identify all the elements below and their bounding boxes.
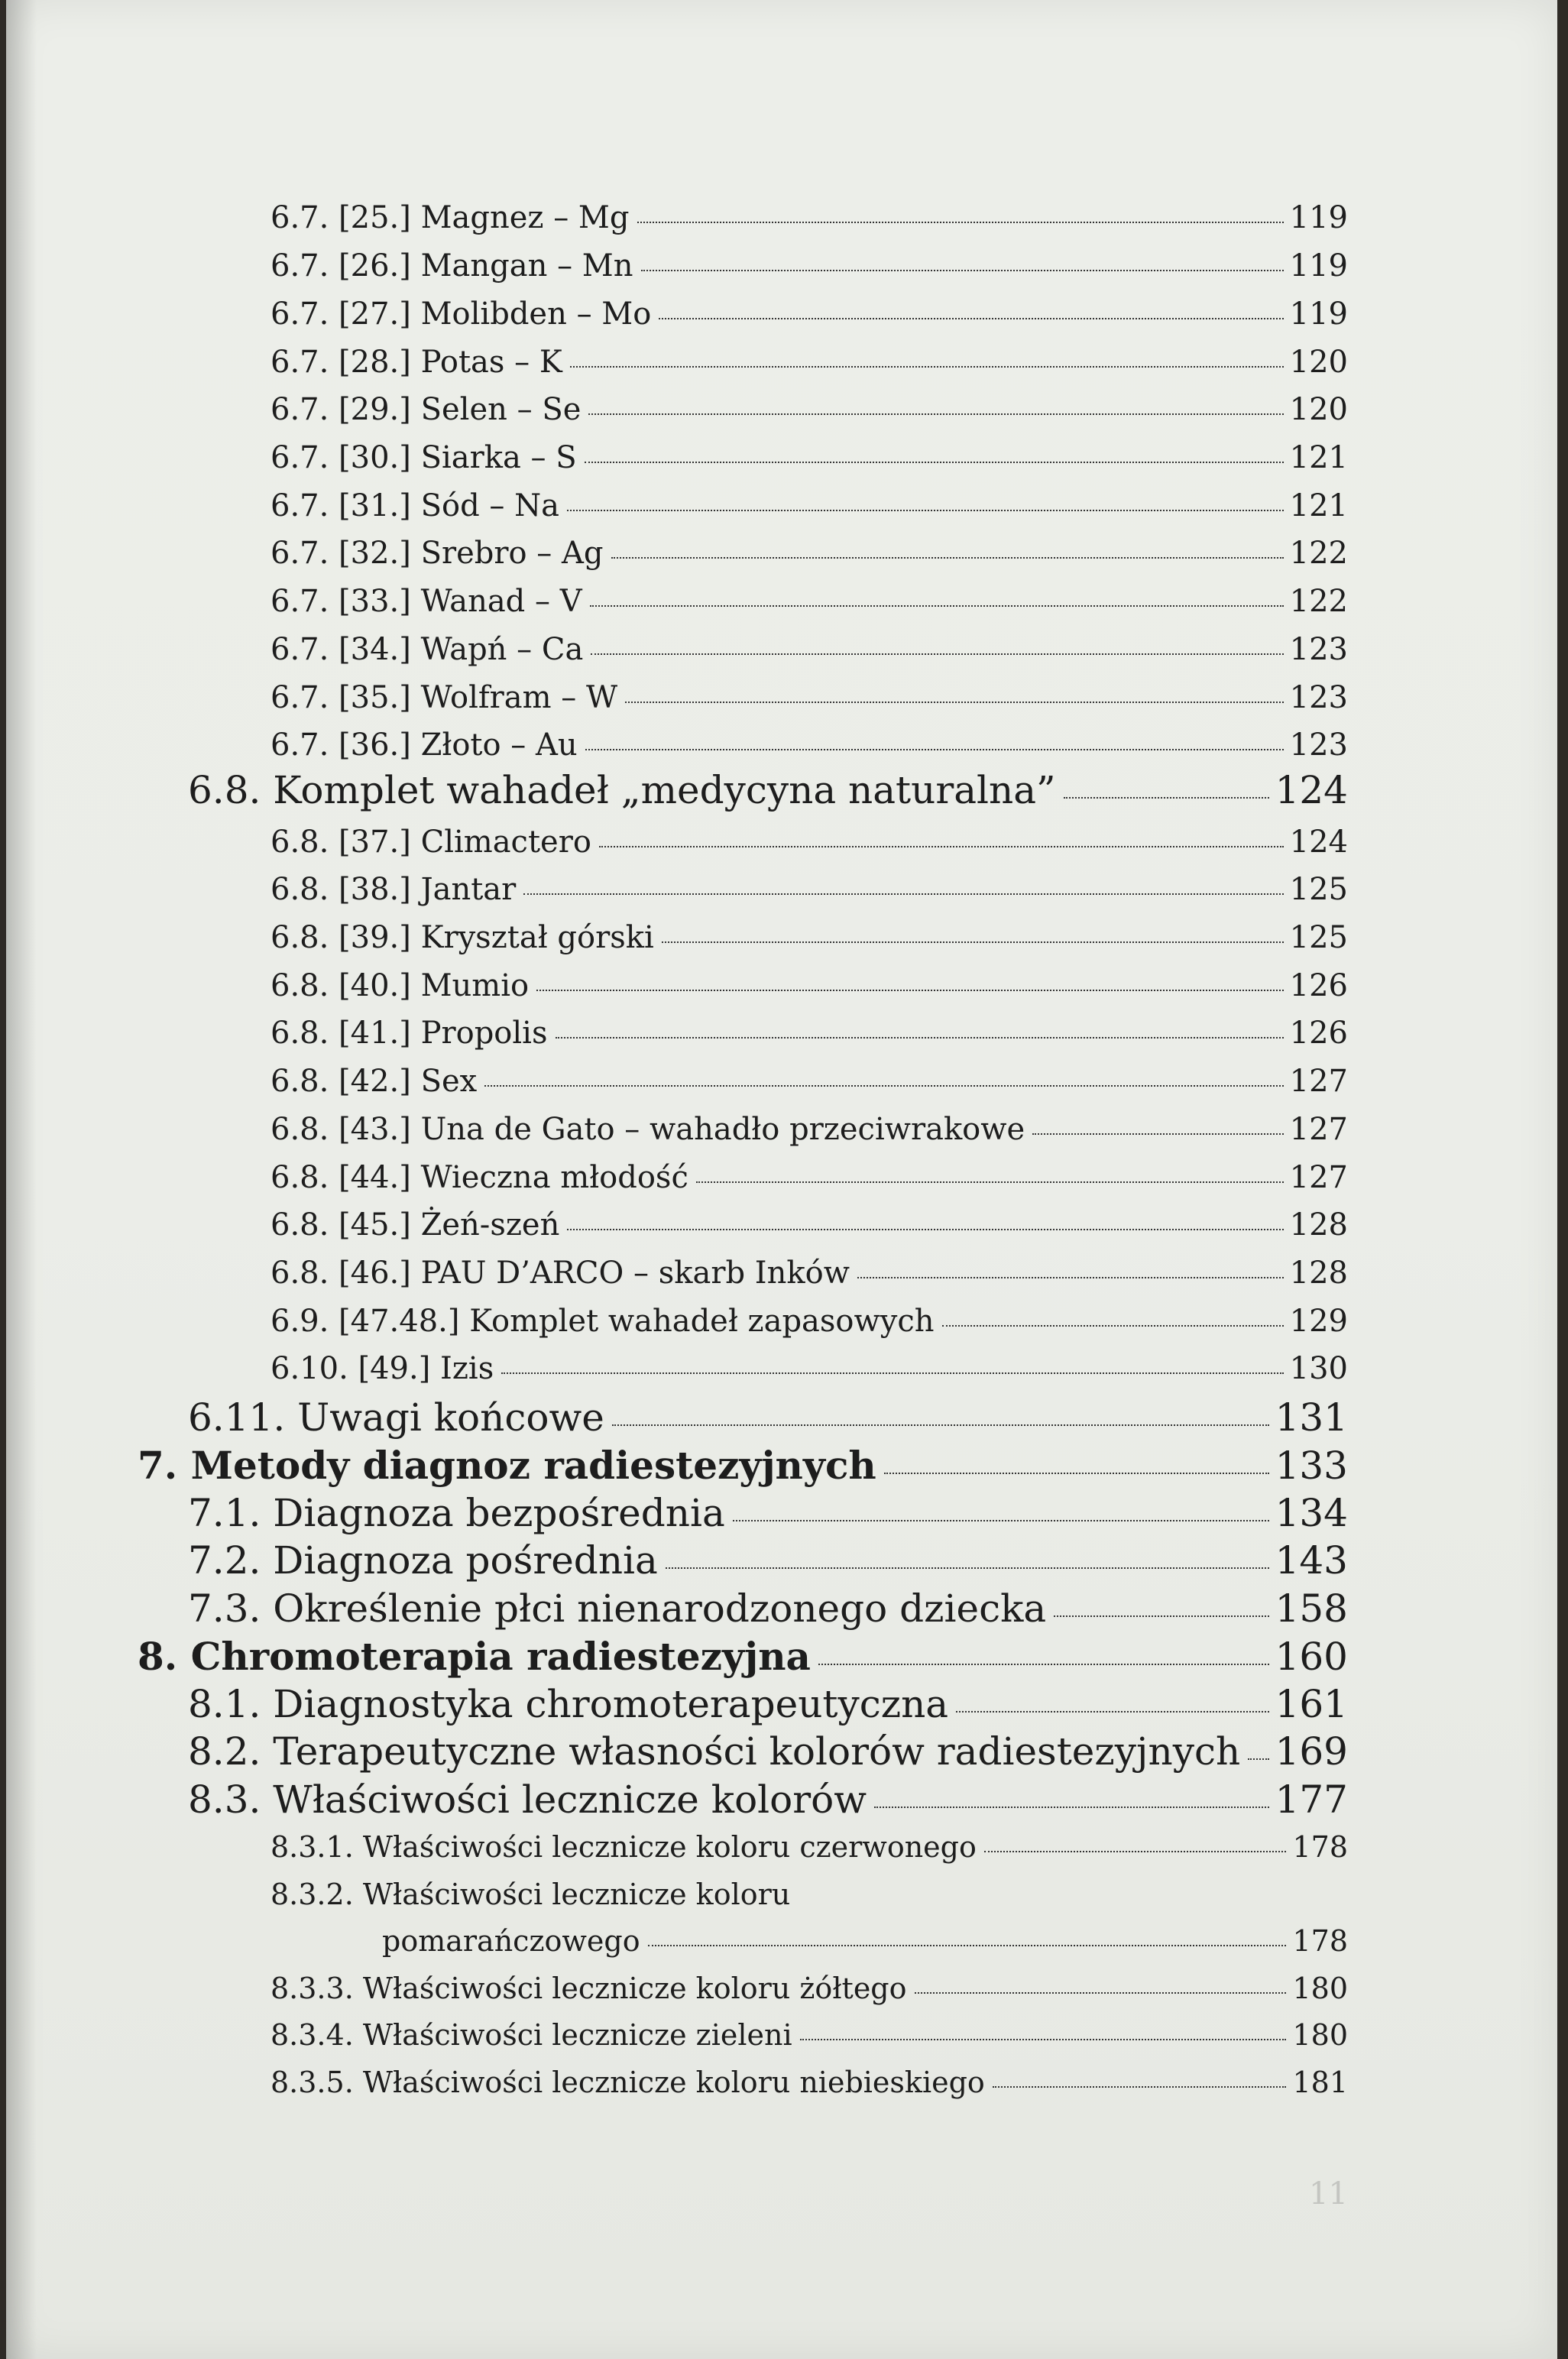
toc-entry-title: 6.7. [29.] Selen – Se [271,392,582,427]
dot-leader [570,366,1284,368]
toc-entry [271,920,1348,955]
dot-leader [590,605,1284,607]
toc-entry-page: 124 [1289,825,1348,860]
dot-leader [641,270,1284,271]
toc-entry-page: 178 [1292,1830,1348,1864]
dot-leader [648,1945,1287,1946]
dot-leader [612,1424,1269,1426]
dot-leader [501,1372,1283,1374]
toc-entry-page: 158 [1275,1586,1348,1631]
toc-entry [271,440,1348,475]
toc-entry-title: 6.8. [43.] Una de Gato – wahadło przeciwrakowe [271,1112,1025,1147]
toc-entry-title: 6.7. [25.] Magnez – Mg [271,200,630,235]
toc-entry-page: 160 [1275,1635,1348,1679]
dot-leader [588,413,1283,415]
toc-entry [271,632,1348,667]
dot-leader [637,222,1284,223]
toc-entry-title: 6.8. Komplet wahadeł „medycyna naturalna” [188,768,1056,812]
toc-entry-title: 6.11. Uwagi końcowe [188,1395,604,1440]
dot-leader [666,1567,1269,1569]
dot-leader [523,893,1283,895]
toc-entry [138,1443,1348,1488]
toc-entry [271,968,1348,1003]
toc-entry-page: 127 [1289,1160,1348,1195]
toc-entry-title: 6.7. [36.] Złoto – Au [271,727,578,763]
toc-entry-title: 6.7. [26.] Mangan – Mn [271,248,633,284]
toc-entry-page: 128 [1289,1207,1348,1243]
book-page [6,0,1557,2359]
toc-entry [271,536,1348,571]
dot-leader [556,1037,1284,1039]
toc-entry-page: 180 [1292,1972,1348,2005]
toc-entry-title: 6.7. [30.] Siarka – S [271,440,577,475]
toc-entry-page: 126 [1289,968,1348,1003]
toc-entry [271,1256,1348,1291]
toc-entry-page: 169 [1275,1729,1348,1774]
toc-entry-page: 123 [1289,632,1348,667]
table-of-contents [6,0,1557,2359]
toc-entry-page: 181 [1292,2066,1348,2099]
dot-leader [733,1520,1269,1521]
toc-entry-title: 6.8. [40.] Mumio [271,968,530,1003]
toc-entry-title: 6.7. [34.] Wapń – Ca [271,632,584,667]
toc-entry-page: 123 [1289,727,1348,763]
toc-entry-page: 134 [1275,1491,1348,1535]
dot-leader [625,702,1284,703]
toc-entry [271,1207,1348,1243]
toc-entry [188,1395,1348,1440]
dot-leader [585,462,1284,463]
toc-entry-title: 6.7. [32.] Srebro – Ag [271,536,604,571]
toc-entry-page: 127 [1289,1064,1348,1099]
toc-entry [188,1777,1348,1822]
toc-entry [271,248,1348,284]
dot-leader [1032,1133,1283,1135]
dot-leader [567,1229,1283,1230]
dot-leader [857,1277,1284,1278]
toc-entry [271,2018,1348,2052]
toc-entry-title: 6.7. [28.] Potas – K [271,345,562,380]
toc-entry [271,1016,1348,1051]
toc-entry-page: 124 [1275,768,1348,812]
toc-entry-title: 6.7. [31.] Sód – Na [271,488,559,523]
dot-leader [1064,797,1269,799]
toc-entry-title: 6.7. [35.] Wolfram – W [271,680,618,715]
toc-entry-title: 6.8. [39.] Kryształ górski [271,920,654,955]
toc-entry-page: 122 [1289,584,1348,619]
dot-leader [942,1325,1284,1327]
toc-entry [271,872,1348,907]
dot-leader [599,846,1284,847]
toc-entry-title: 6.7. [33.] Wanad – V [271,584,582,619]
toc-entry-page: 161 [1275,1682,1348,1726]
toc-entry-page: 122 [1289,536,1348,571]
toc-entry-title: pomarańczowego [382,1924,640,1958]
dot-leader [993,2086,1287,2088]
toc-entry [271,1304,1348,1339]
toc-entry-title: 6.8. [37.] Climactero [271,825,591,860]
toc-entry-page: 177 [1275,1777,1348,1822]
toc-entry-page: 119 [1289,200,1348,235]
toc-entry [271,488,1348,523]
toc-entry-page: 131 [1275,1395,1348,1440]
toc-entry [271,2066,1348,2099]
toc-entry-title: 6.8. [41.] Propolis [271,1016,548,1051]
toc-entry-title: 6.8. [46.] PAU D’ARCO – skarb Inków [271,1256,850,1291]
toc-entry [138,1634,1348,1679]
toc-entry [188,1586,1348,1631]
toc-entry-page: 119 [1289,296,1348,332]
toc-entry-page: 127 [1289,1112,1348,1147]
toc-entry-page: 129 [1289,1304,1348,1339]
toc-entry-page: 180 [1292,2018,1348,2052]
toc-entry [188,1538,1348,1583]
toc-entry-page: 121 [1289,488,1348,523]
dot-leader [536,990,1284,991]
toc-entry [271,1112,1348,1147]
toc-entry-page: 121 [1289,440,1348,475]
toc-entry-title: 8. Chromoterapia radiestezyjna [138,1634,811,1679]
toc-entry-title: 8.3.1. Właściwości lecznicze koloru czerwonego [271,1830,977,1864]
dot-leader [611,557,1284,559]
toc-entry-title: 8.3.3. Właściwości lecznicze koloru żółtego [271,1972,907,2005]
toc-entry-page: 125 [1289,920,1348,955]
toc-entry [271,584,1348,619]
toc-entry [271,825,1348,860]
page-number: 11 [1309,2176,1348,2212]
dot-leader [659,318,1283,319]
toc-entry [382,1924,1348,1958]
toc-entry-title: 6.8. [38.] Jantar [271,872,517,907]
toc-entry [271,680,1348,715]
toc-entry-page: 178 [1292,1924,1348,1958]
toc-entry-title: 7.2. Diagnoza pośrednia [188,1538,658,1583]
toc-entry-title: 7. Metody diagnoz radiestezyjnych [138,1443,876,1488]
dot-leader [956,1711,1268,1713]
toc-entry-page: 119 [1289,248,1348,284]
toc-entry-title: 6.8. [44.] Wieczna młodość [271,1160,688,1195]
dot-leader [585,749,1284,750]
toc-entry [271,1160,1348,1195]
dot-leader [484,1085,1283,1087]
toc-entry-title: 7.3. Określenie płci nienarodzonego dziecka [188,1586,1047,1631]
toc-entry-page: 143 [1275,1538,1348,1583]
toc-entry-page: 120 [1289,392,1348,427]
toc-entry [271,296,1348,332]
toc-entry [188,1491,1348,1535]
toc-entry-title: 7.1. Diagnoza bezpośrednia [188,1491,725,1535]
toc-entry [271,1064,1348,1099]
toc-entry-title: 8.1. Diagnostyka chromoterapeutyczna [188,1682,949,1726]
toc-entry-title: 6.7. [27.] Molibden – Mo [271,296,652,332]
dot-leader [1248,1758,1268,1760]
toc-entry-page: 133 [1275,1444,1348,1488]
toc-entry-title: 6.8. [45.] Żeń-szeń [271,1207,560,1243]
toc-entry [271,1830,1348,1864]
dot-leader [696,1181,1284,1183]
toc-entry-title: 8.3. Właściwości lecznicze kolorów [188,1777,867,1822]
toc-entry-title: 8.3.4. Właściwości lecznicze zieleni [271,2018,792,2052]
dot-leader [915,1992,1287,1994]
dot-leader [984,1851,1287,1852]
toc-entry-title: 6.9. [47.48.] Komplet wahadeł zapasowych [271,1304,935,1339]
toc-entry-page: 130 [1289,1351,1348,1386]
toc-entry-title: 6.10. [49.] Izis [271,1351,494,1386]
toc-entry [271,1878,1348,1911]
toc-entry [271,1351,1348,1386]
dot-leader [567,510,1284,511]
toc-entry [188,1682,1348,1726]
toc-entry [271,1972,1348,2005]
dot-leader [662,941,1284,943]
toc-entry-title: 8.2. Terapeutyczne własności kolorów radiestezyjnych [188,1729,1241,1774]
toc-entry-page: 128 [1289,1256,1348,1291]
toc-entry-page: 125 [1289,872,1348,907]
dot-leader [874,1807,1269,1808]
toc-entry [188,768,1348,812]
toc-entry-page: 126 [1289,1016,1348,1051]
dot-leader [818,1664,1269,1665]
dot-leader [800,2039,1287,2040]
toc-entry [271,200,1348,235]
toc-entry-page: 123 [1289,680,1348,715]
toc-entry [188,1729,1348,1774]
toc-entry [271,345,1348,380]
toc-entry-page: 120 [1289,345,1348,380]
toc-entry-title: 8.3.5. Właściwości lecznicze koloru niebieskiego [271,2066,985,2099]
dot-leader [591,653,1283,655]
dot-leader [884,1473,1269,1474]
dot-leader [1054,1615,1268,1617]
toc-entry-title: 6.8. [42.] Sex [271,1064,478,1099]
toc-entry [271,727,1348,763]
toc-entry [271,392,1348,427]
toc-entry-title: 8.3.2. Właściwości lecznicze koloru [271,1878,791,1911]
